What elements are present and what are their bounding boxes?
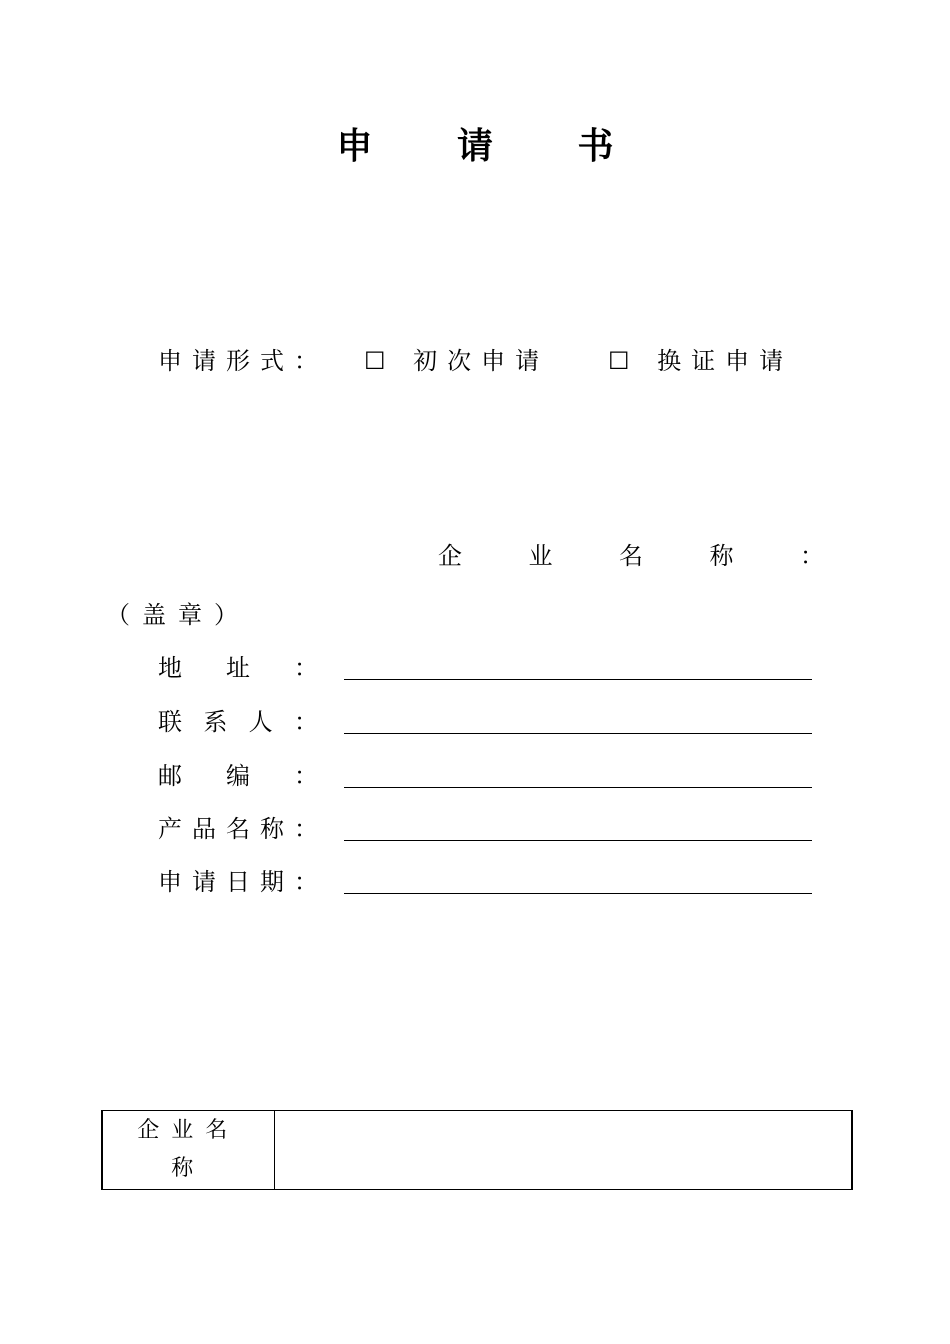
company-name-label <box>438 540 824 572</box>
product-name-label <box>158 813 318 845</box>
seal-note: （盖章） <box>106 601 250 629</box>
application-date-label <box>158 866 318 898</box>
address-label-char: 地 <box>158 654 182 682</box>
postcode-label-char: 邮 <box>158 762 182 790</box>
postcode-label-colon: ： <box>294 762 318 790</box>
product-label-colon: ： <box>294 815 318 843</box>
product-label-char: 产 <box>158 815 182 843</box>
address-label-char: 址 <box>226 654 250 682</box>
contact-label-char: 人 <box>248 708 273 736</box>
table-company-name-label: 企业名称 <box>102 1111 274 1190</box>
address-input-line[interactable] <box>344 679 812 680</box>
product-label-char: 称 <box>260 815 284 843</box>
application-form-label: 申请形式： <box>158 347 328 375</box>
checkbox-renewal-application[interactable]: ☐ 换证申请 <box>608 347 794 375</box>
product-label-char: 名 <box>226 815 250 843</box>
contact-person-label <box>158 706 318 738</box>
contact-label-char: 联 <box>158 708 182 736</box>
company-name-char: 企 <box>438 542 462 570</box>
date-label-char: 请 <box>192 868 216 896</box>
contact-label-char: 系 <box>203 708 228 736</box>
table-company-name-value[interactable] <box>274 1111 852 1190</box>
postal-code-label <box>158 760 318 792</box>
address-label <box>158 652 318 684</box>
postcode-label-char: 编 <box>226 762 250 790</box>
company-name-char: 称 <box>709 542 734 570</box>
date-label-char: 期 <box>260 868 284 896</box>
date-label-char: 日 <box>226 868 250 896</box>
contact-label-colon: ： <box>293 708 318 736</box>
checkbox-first-application[interactable]: ☐ 初次申请 <box>364 347 550 375</box>
company-info-table <box>101 1110 853 1190</box>
address-label-colon: ： <box>294 654 318 682</box>
company-name-colon: ： <box>800 542 824 570</box>
product-label-char: 品 <box>192 815 216 843</box>
contact-person-input-line[interactable] <box>344 733 812 734</box>
company-name-char: 名 <box>619 542 643 570</box>
product-name-input-line[interactable] <box>344 840 812 841</box>
application-date-input-line[interactable] <box>344 893 812 894</box>
date-label-colon: ： <box>294 868 318 896</box>
table-row <box>102 1111 852 1190</box>
postal-code-input-line[interactable] <box>344 787 812 788</box>
date-label-char: 申 <box>158 868 182 896</box>
document-title: 申 请 书 <box>336 125 650 167</box>
company-name-char: 业 <box>528 542 553 570</box>
